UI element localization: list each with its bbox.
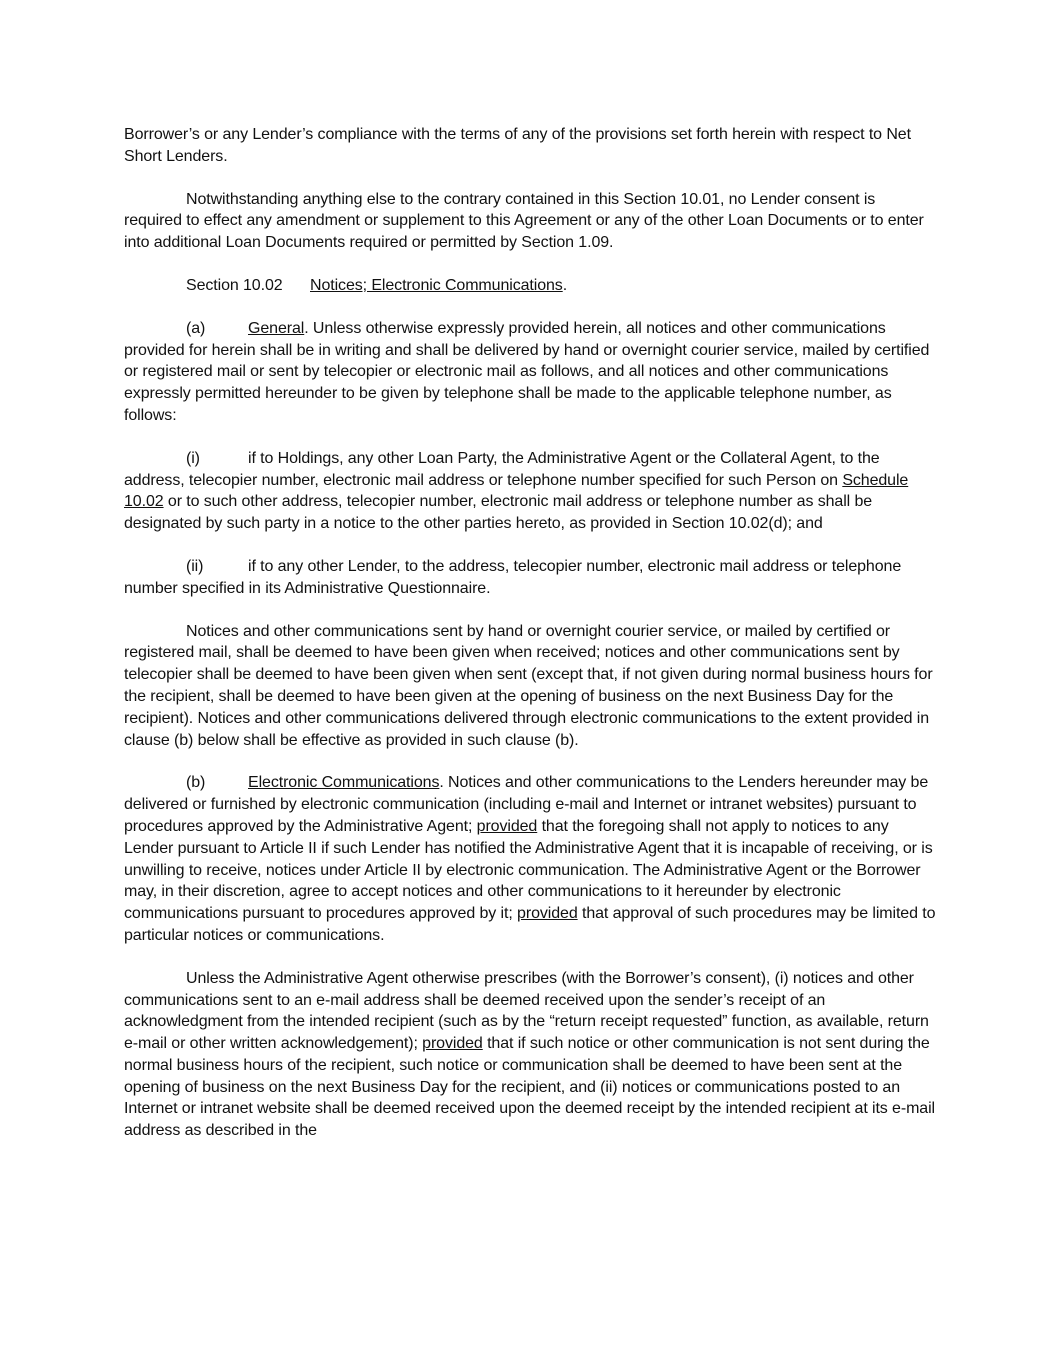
section-title: Notices; Electronic Communications bbox=[310, 276, 563, 294]
subsection-a bbox=[124, 318, 936, 427]
clause-ii: (ii) if to any other Lender, to the address, telecopier number, electronic mail address or telephone number specified in its Administrative Questionnaire. bbox=[124, 557, 902, 597]
provided-term: provided bbox=[422, 1035, 483, 1053]
document-page bbox=[124, 124, 936, 1163]
paragraph-notices: Notices and other communications sent by hand or overnight courier service, or mailed by certified or registered mail, shall be deemed to have been given when received; notices and other communications sent by telecopier shall be deemed to have been given when sent (except that, if not given during normal business hours for the recipient, shall be deemed to have been given at the opening of business on the next Business Day for the recipient). Notices and other communications delivered through electronic communications to the extent provided in clause (b) below shall be effective as provided in such clause (b). bbox=[124, 622, 933, 749]
clause-i-label: (i) bbox=[186, 449, 200, 467]
provided-term: provided bbox=[517, 905, 578, 923]
subsection-a-text: . Unless otherwise expressly provided herein, all notices and other communications provided for herein shall be in writing and shall be delivered by hand or overnight courier service, mailed by certified or registered mail or sent by telecopier or electronic mail as follows, and all notices and other communications expressly permitted hereunder to be given by telephone shall be made to the applicable telephone number, as follows: bbox=[124, 319, 930, 424]
paragraph-continuation: Borrower’s or any Lender’s compliance with the terms of any of the provisions set forth herein with respect to Net Short Lenders. bbox=[124, 126, 911, 165]
section-number: Section 10.02 bbox=[186, 276, 283, 294]
schedule-reference: Schedule 10.02 bbox=[124, 471, 909, 511]
clause-ii-label: (ii) bbox=[186, 557, 204, 575]
paragraph-unless: Unless the Administrative Agent otherwise prescribes (with the Borrower’s consent), (i) notices and other communications sent to an e-mail address shall be deemed received upon the sender’s receipt of an acknowledgment from the intended recipient (such as by the “return receipt requested” function, as available, return e-mail or other written acknowledgement); provided that if such notice or other communication is not sent during the normal business hours of the recipient, such notice or communication shall be deemed to have been sent at the opening of business on the next Business Day for the recipient, and (ii) notices or communications posted to an Internet or intranet website shall be deemed received upon the deemed receipt by the intended recipient at its e-mail address as described in the bbox=[124, 969, 936, 1140]
subsection-a-title: General bbox=[248, 319, 305, 337]
subsection-b: (b) Electronic Communications. Notices and other communications to the Lenders hereunder may be delivered or furnished by electronic communication (including e-mail and Internet or intranet websites) pursuant to procedures approved by the Administrative Agent; provided that the foregoing shall not apply to notices to any Lender pursuant to Article II if such Lender has notified the Administrative Agent that it is incapable of receiving, or is unwilling to receive, notices under Article II by electronic communication. The Administrative Agent or the Borrower may, in their discretion, agree to accept notices and other communications to it hereunder by electronic communications pursuant to procedures approved by it; provided that approval of such procedures may be limited to particular notices or communications. bbox=[124, 774, 936, 944]
paragraph-notwithstanding: Notwithstanding anything else to the contrary contained in this Section 10.01, no Lender consent is required to effect any amendment or supplement to this Agreement or any of the other Loan Documents or to enter into additional Loan Documents required or permitted by Section 1.09. bbox=[124, 190, 924, 252]
subsection-b-title: Electronic Communications bbox=[248, 774, 440, 792]
provided-term: provided bbox=[476, 817, 538, 835]
clause-i: (i) if to Holdings, any other Loan Party, the Administrative Agent or the Collateral Agent, to the address, telecopier number, electronic mail address or telephone number specified for such Person on Schedule 10.02 or to such other address, telecopier number, electronic mail address or telephone number as shall be designated by such party in a notice to the other parties hereto, as provided in Section 10.02(d); and bbox=[124, 449, 909, 533]
subsection-a-label: (a) bbox=[186, 319, 206, 337]
section-heading: Section 10.02 Notices; Electronic Communications. bbox=[124, 275, 936, 297]
subsection-b-label: (b) bbox=[186, 774, 206, 792]
